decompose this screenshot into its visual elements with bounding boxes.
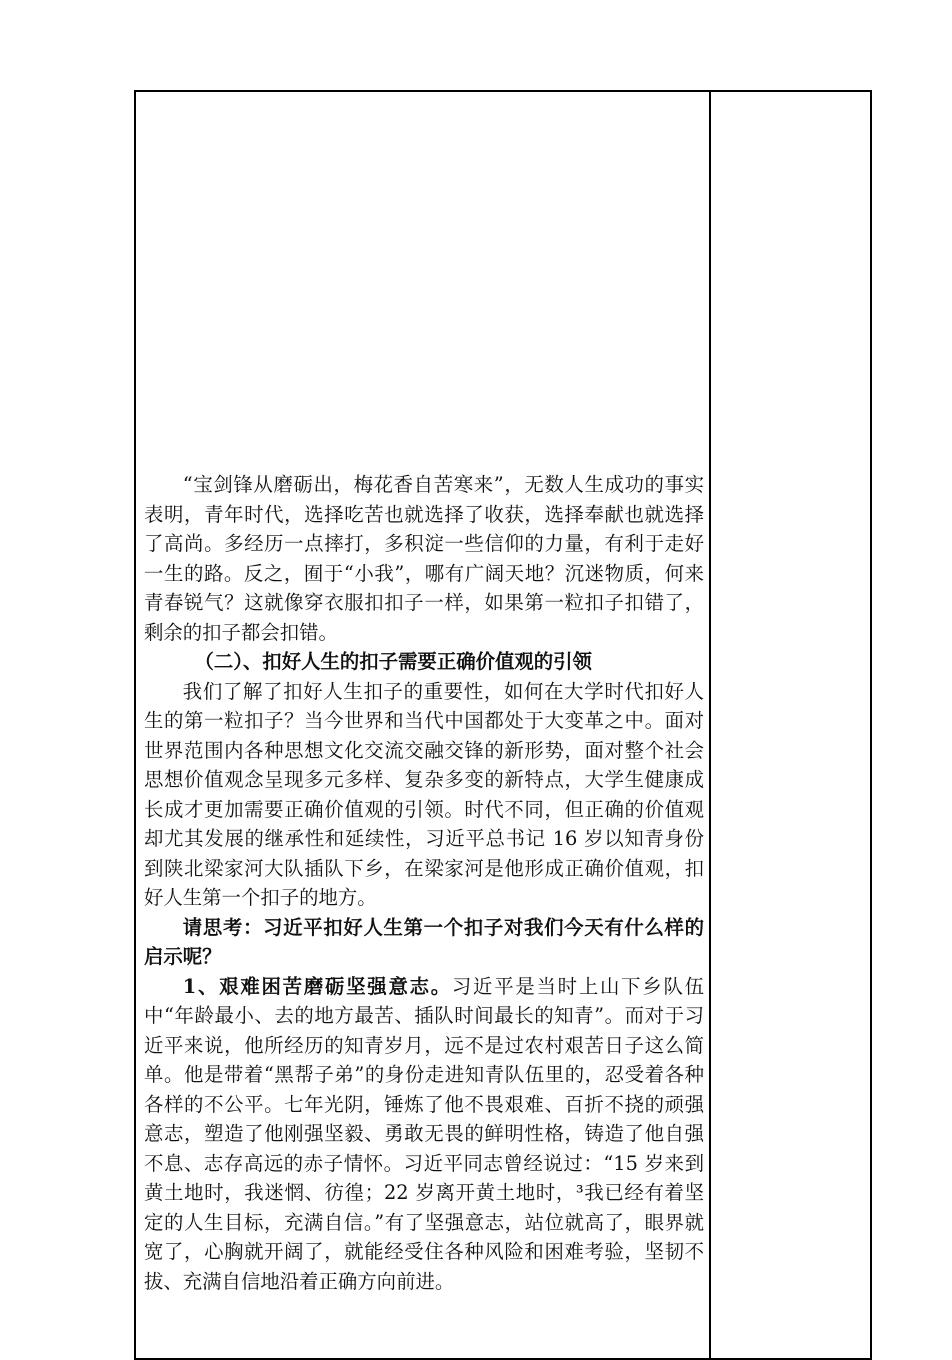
- point-1-body: 习近平是当时上山下乡队伍中“年龄最小、去的地方最苦、插队时间最长的知青”。而对于习近平来说，他所经历的知青岁月，远不是过农村艰苦日子这么简单。他是带着“黑帮子弟”的身份走进知青队伍里的，忍受着各种各样的不公平。七年光阴，锤炼了他不畏艰难、百折不挠的顽强意志，塑造了他刚强坚毅、勇敢无畏的鲜明性格，铸造了他自强不息、志存高远的赤子情怀。习近平同志曾经说过：“15 岁来到黄土地时，我迷惘、彷徨；22 岁离开黄土地时，³我已经有着坚定的人生目标，充满自信。”有了坚强意志，站位就高了，眼界就宽了，心胸就开阔了，就能经受住各种风险和困难考验，坚韧不拔、充满自信地沿着正确方向前进。: [144, 974, 704, 1293]
- section-heading-2: （二）、扣好人生的扣子需要正确价值观的引领: [194, 650, 592, 673]
- question-prompt: 请思考：习近平扣好人生第一个扣子对我们今天有什么样的启示呢？: [144, 915, 704, 968]
- paragraph-point-1: [144, 972, 704, 1297]
- lesson-table: [134, 90, 872, 1360]
- paragraph-hardship-quote: “宝剑锋从磨砺出，梅花香自苦寒来”，无数人生成功的事实表明，青年时代，选择吃苦也就选择了收获，选择奉献也就选择了高尚。多经历一点摔打，多积淀一些信仰的力量，有利于走好一生的路。反之，囿于“小我”，哪有广阔天地？沉迷物质，何来青春锐气？这就像穿衣服扣扣子一样，如果第一粒扣子扣错了，剩余的扣子都会扣错。: [144, 473, 704, 644]
- paragraph-values-guidance: 我们了解了扣好人生扣子的重要性，如何在大学时代扣好人生的第一粒扣子？当今世界和当代中国都处于大变革之中。面对世界范围内各种思想文化交流交融交锋的新形势，面对整个社会思想价值观念呈现多元多样、复杂多变的新特点，大学生健康成长成才更加需要正确价值观的引领。时代不同，但正确的价值观却尤其发展的继承性和延续性，习近平总书记 16 岁以知青身份到陕北梁家河大队插队下乡，在梁家河是他形成正确价值观，扣好人生第一个扣子的地方。: [144, 679, 704, 909]
- point-1-lead: 1、艰难困苦磨砺坚强意志。: [182, 974, 452, 998]
- main-text-cell: [144, 470, 704, 1296]
- notes-cell: [711, 92, 870, 1358]
